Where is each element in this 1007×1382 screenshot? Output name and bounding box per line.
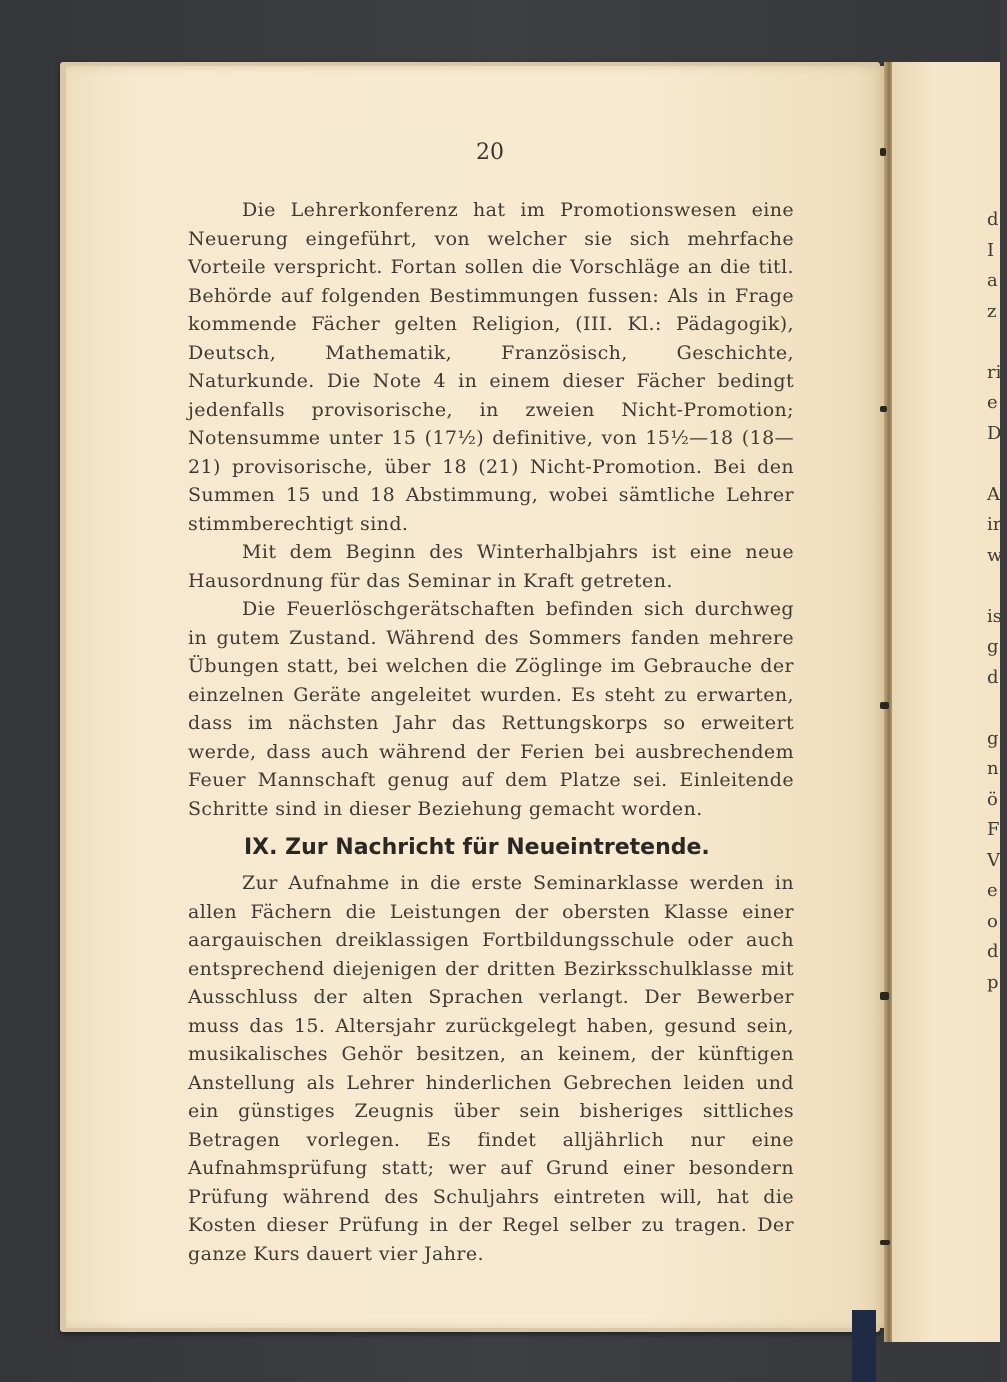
facing-page-fragment: d bbox=[987, 209, 999, 230]
facing-page bbox=[892, 62, 1000, 1342]
facing-page-fragment: V bbox=[987, 849, 1000, 871]
facing-page-fragment bbox=[987, 693, 1007, 724]
facing-page-fragment: ö bbox=[987, 788, 998, 810]
page-edge-mark bbox=[880, 992, 889, 1000]
facing-page-fragment: D bbox=[987, 422, 1002, 444]
page-number: 20 bbox=[476, 140, 504, 165]
facing-page-fragment: g bbox=[987, 636, 999, 657]
page-body bbox=[188, 196, 794, 1268]
facing-page-fragment: g bbox=[987, 727, 999, 749]
paragraph-promotion: Die Lehrerkonferenz hat im Promotionswesen eine Neuerung eingeführt, von welcher sie sich mehrfache Vorteile verspricht. Fortan sollen die Vorschläge an die titl. Behörde auf folgenden Bestimmungen fussen: Als in Frage kommende Fächer gelten Religion, (III. Kl.: Pädagogik), Deutsch, Mathematik, Französisch, Geschichte, Naturkunde. Die Note 4 in einem dieser Fächer bedingt jedenfalls provisorische, in zweien Nicht-Promotion; Notensumme unter 15 (17½) definitive, von 15½—18 (18—21) provisorische, über 18 (21) Nicht-Promotion. Bei den Summen 15 und 18 Abstimmung, wobei sämtliche Lehrer stimmberechtigt sind. bbox=[188, 199, 794, 535]
facing-page-fragment: e bbox=[987, 880, 998, 901]
paragraph-feuerloesch: Die Feuerlöschgerätschaften befinden sich durchweg in gutem Zustand. Während des Sommers fanden mehrere Übungen statt, bei welchen die Zöglinge im Gebrauche der einzelnen Geräte angeleitet wurden. Es steht zu erwarten, dass im nächsten Jahr das Rettungskorps so erweitert werde, dass auch während der Ferien bei ausbrechendem Feuer Mannschaft genug auf dem Platze sei. Einleitende Schritte sind in dieser Beziehung gemacht worden. bbox=[188, 598, 794, 820]
section-heading: IX. Zur Nachricht für Neueintretende. bbox=[244, 835, 710, 860]
facing-page-fragment: d bbox=[987, 941, 999, 962]
paragraph-hausordnung: Mit dem Beginn des Winterhalbjahrs ist eine neue Hausordnung für das Seminar in Kraft getreten. bbox=[188, 541, 794, 592]
page-edge-mark bbox=[880, 702, 889, 709]
facing-page-fragment: ir bbox=[987, 514, 1002, 535]
facing-page-fragment: a bbox=[987, 270, 998, 291]
facing-page-fragment: F bbox=[987, 819, 1000, 840]
facing-page-fragment: n bbox=[987, 758, 999, 779]
facing-page-fragment: z bbox=[987, 300, 997, 322]
facing-page-fragment: is bbox=[987, 605, 1002, 627]
facing-page-fragment: A bbox=[987, 483, 1000, 505]
facing-page-text-fragments bbox=[987, 205, 1007, 998]
facing-page-fragment bbox=[987, 327, 1007, 358]
paragraph-aufnahme: Zur Aufnahme in die erste Seminarklasse werden in allen Fächern die Leistungen der obersten Klasse einer aargauischen dreiklassigen Fortbildungsschule oder auch entsprechend diejenigen der dritten Bezirksschulklasse mit Ausschluss der alten Sprachen verlangt. Der Bewerber muss das 15. Altersjahr zurückgelegt haben, gesund sein, musikalisches Gehör besitzen, an keinem, der künftigen Anstellung als Lehrer hinderlichen Gebrechen leiden und ein günstiges Zeugnis über sein bisheriges sittliches Betragen vorlegen. Es findet alljährlich nur eine Aufnahmsprüfung statt; wer auf Grund einer besondern Prüfung während des Schuljahrs eintreten will, hat die Kosten dieser Prüfung in der Regel selber zu tragen. Der ganze Kurs dauert vier Jahre. bbox=[188, 872, 794, 1265]
facing-page-fragment: I bbox=[987, 239, 995, 261]
facing-page-fragment: p bbox=[987, 971, 999, 993]
facing-page-fragment: d bbox=[987, 666, 999, 688]
facing-page-fragment bbox=[987, 571, 1007, 602]
page-edge-mark bbox=[880, 1240, 890, 1245]
facing-page-fragment: e bbox=[987, 392, 998, 413]
book-ribbon bbox=[852, 1310, 876, 1382]
facing-page-fragment: w bbox=[987, 544, 1003, 566]
facing-page-fragment bbox=[987, 449, 1007, 480]
facing-page-fragment: ri bbox=[987, 361, 1002, 383]
page-edge-mark bbox=[880, 406, 887, 412]
facing-page-fragment: o bbox=[987, 910, 998, 932]
